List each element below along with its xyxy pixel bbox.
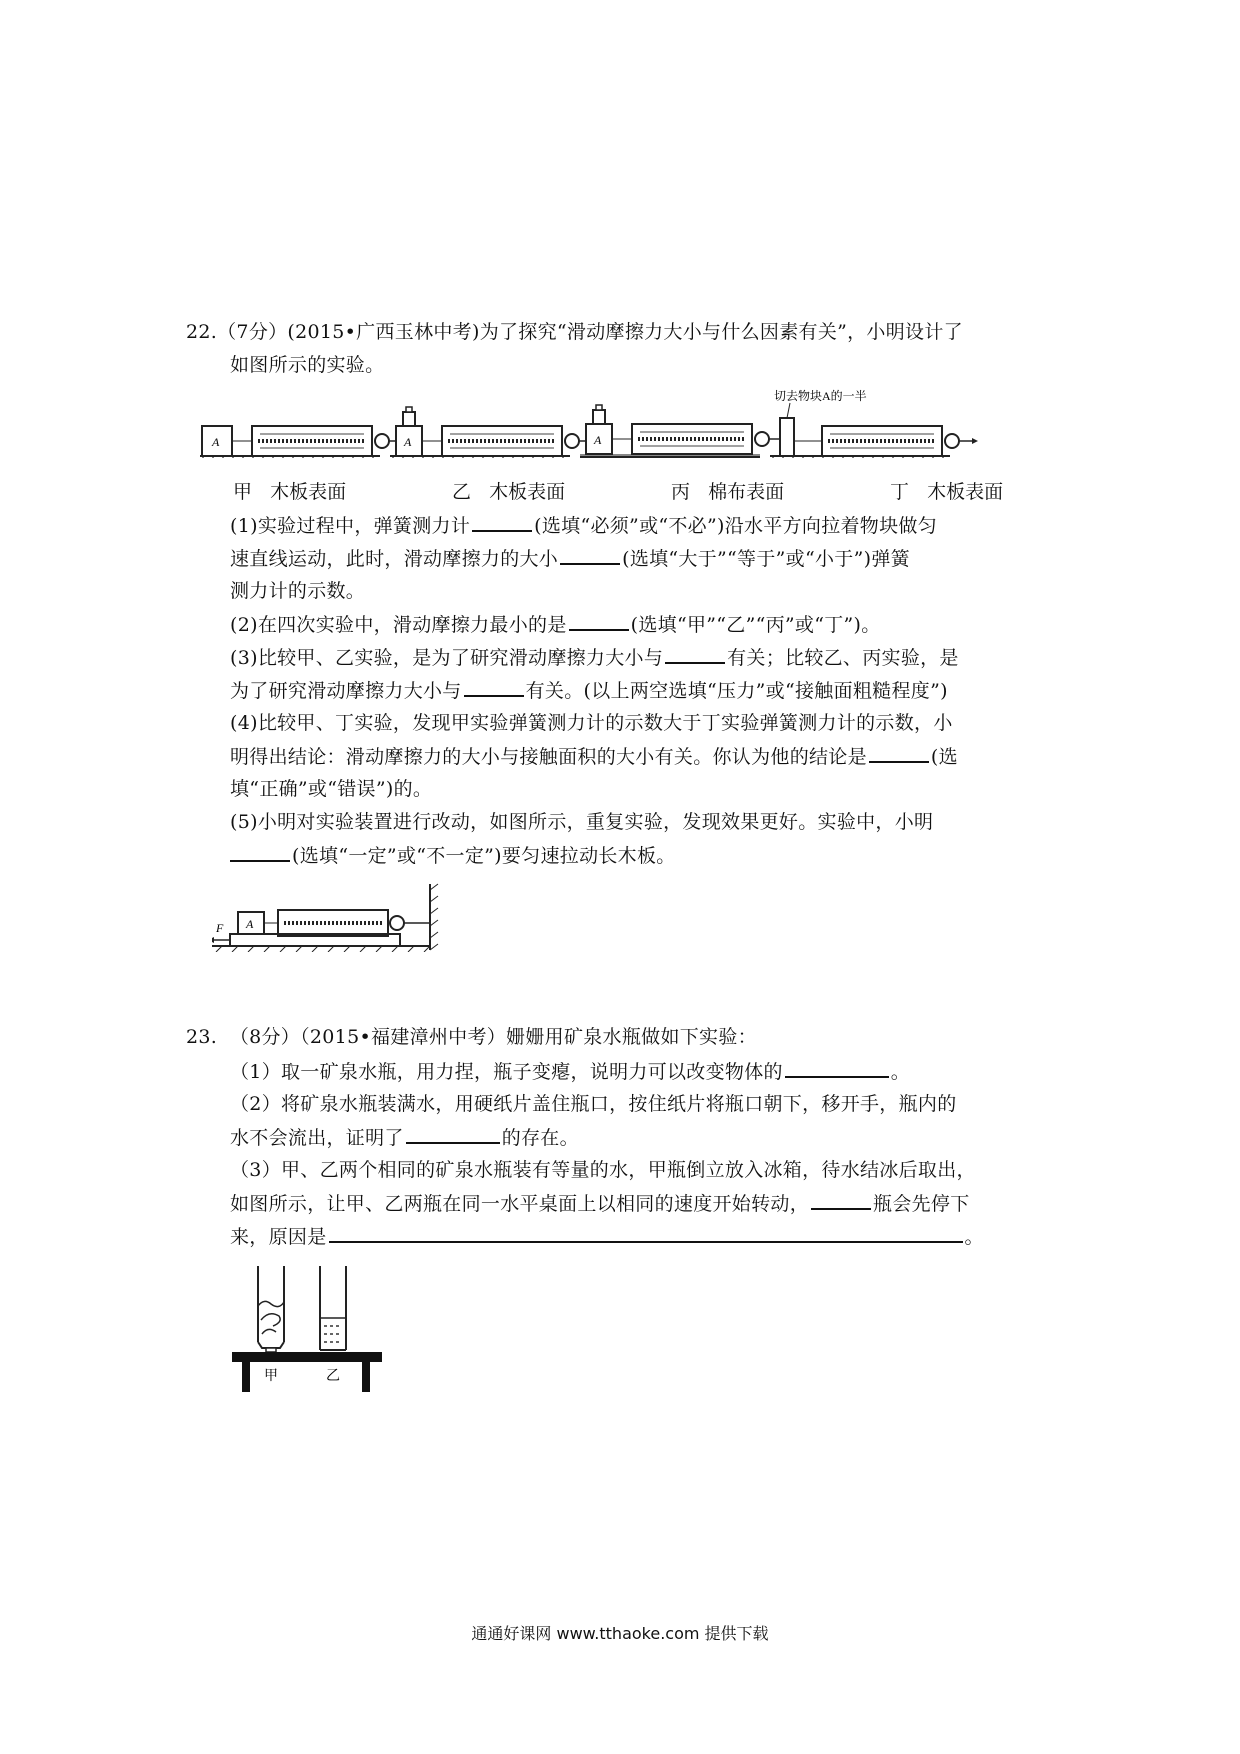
table-top <box>232 1352 382 1362</box>
q23-p2-line2 <box>230 1122 579 1153</box>
answer-blank[interactable] <box>785 1056 889 1078</box>
bottle-jia <box>258 1266 284 1352</box>
bottle-yi <box>320 1266 346 1350</box>
page-footer: 通通好课网 www.tthaoke.com 提供下载 <box>471 1624 769 1643</box>
caption-surface: 木板表面 <box>489 481 566 503</box>
answer-blank[interactable] <box>869 741 929 763</box>
table-leg <box>242 1362 250 1392</box>
answer-blank[interactable] <box>569 609 629 631</box>
q22-number: 22. <box>186 321 218 343</box>
q23-header <box>186 1022 757 1052</box>
q22-p1-line1 <box>230 510 937 541</box>
block-a-label: A <box>212 435 220 449</box>
caption-bing <box>671 477 784 504</box>
q23-header-text: （8分）（2015•福建漳州中考）姗姗用矿泉水瓶做如下实验： <box>229 1026 757 1048</box>
text: (选填“大于”“等于”或“小于”)弹簧 <box>622 548 910 570</box>
q22-p5-line2 <box>230 840 676 871</box>
answer-blank[interactable] <box>464 675 524 697</box>
q22-p1-line3: 测力计的示数。 <box>230 580 366 602</box>
q23-p1 <box>230 1056 910 1087</box>
text: 瓶会先停下 <box>873 1193 970 1215</box>
answer-blank[interactable] <box>406 1122 500 1144</box>
text: 。 <box>890 1061 911 1083</box>
q22-p1-line2 <box>230 543 910 574</box>
q23-p2-line1: （2）将矿泉水瓶装满水，用硬纸片盖住瓶口，按住纸片将瓶口朝下，移开手，瓶内的 <box>230 1093 957 1115</box>
text: 如图所示，让甲、乙两瓶在同一水平桌面上以相同的速度开始转动， <box>230 1193 810 1215</box>
q22-header-text: （7分）(2015•广西玉林中考)为了探究“滑动摩擦力大小与什么因素有关”，小明设计了 <box>217 321 963 343</box>
text: 有关。(以上两空选填“压力”或“接触面粗糙程度”) <box>525 680 948 702</box>
answer-blank[interactable] <box>472 510 532 532</box>
setup-ding <box>770 388 978 458</box>
caption-letter: 甲 <box>233 481 253 503</box>
q22-p2 <box>230 609 881 640</box>
text: (选填“甲”“乙”“丙”或“丁”)。 <box>630 614 881 636</box>
caption-letter: 丁 <box>890 481 910 503</box>
q22-header-cont: 如图所示的实验。 <box>230 354 385 376</box>
q22-p5-line1: (5)小明对实验装置进行改动，如图所示，重复实验，发现效果更好。实验中，小明 <box>230 811 934 833</box>
cut-annotation: 切去物块A的一半 <box>774 389 867 403</box>
caption-jia <box>233 477 346 504</box>
q23-bottle-figure <box>228 1262 388 1394</box>
setup-yi <box>390 407 598 458</box>
q22-p3-line2 <box>230 675 948 706</box>
block-a-label: A <box>246 917 254 931</box>
bottle-label-yi: 乙 <box>326 1369 340 1384</box>
text: 的存在。 <box>501 1127 579 1149</box>
text: 为了研究滑动摩擦力大小与 <box>230 680 462 702</box>
q23-p3-line2 <box>230 1188 970 1219</box>
text: (选填“一定”或“不一定”)要匀速拉动长木板。 <box>292 845 676 867</box>
answer-blank[interactable] <box>811 1188 871 1210</box>
caption-surface: 木板表面 <box>927 481 1004 503</box>
q22-p4-line1: (4)比较甲、丁实验，发现甲实验弹簧测力计的示数大于丁实验弹簧测力计的示数，小 <box>230 712 953 734</box>
caption-ding <box>890 477 1003 504</box>
q23-number: 23. <box>186 1026 218 1048</box>
force-label: F <box>216 921 224 935</box>
text: 水不会流出，证明了 <box>230 1127 404 1149</box>
bottle-label-jia: 甲 <box>264 1369 278 1384</box>
text: （1）取一矿泉水瓶，用力捏，瓶子变瘪，说明力可以改变物体的 <box>230 1061 783 1083</box>
setup-bing <box>580 405 788 458</box>
text: (选 <box>930 746 958 768</box>
caption-letter: 丙 <box>671 481 691 503</box>
setup-jia <box>200 426 408 458</box>
text: 有关；比较乙、丙实验，是 <box>727 647 959 669</box>
q22-header <box>186 317 963 347</box>
q22-p3-line1 <box>230 642 959 673</box>
q23-p3-line3 <box>230 1221 984 1252</box>
answer-blank[interactable] <box>665 642 725 664</box>
answer-blank[interactable] <box>329 1221 963 1243</box>
q23-p3-line1: （3）甲、乙两个相同的矿泉水瓶装有等量的水，甲瓶倒立放入冰箱，待水结冰后取出， <box>230 1159 976 1181</box>
q22-p4-line3: 填“正确”或“错误”)的。 <box>230 778 433 800</box>
caption-letter: 乙 <box>452 481 472 503</box>
caption-yi <box>452 477 565 504</box>
text: (1)实验过程中，弹簧测力计 <box>230 515 471 537</box>
text: (3)比较甲、乙实验，是为了研究滑动摩擦力大小与 <box>230 647 664 669</box>
q22-modified-figure <box>212 880 442 952</box>
text: (2)在四次实验中，滑动摩擦力最小的是 <box>230 614 567 636</box>
text: 来，原因是 <box>230 1226 327 1248</box>
caption-surface: 棉布表面 <box>708 481 785 503</box>
block-a-label: A <box>594 433 602 447</box>
text: (选填“必须”或“不必”)沿水平方向拉着物块做匀 <box>534 515 938 537</box>
table-leg <box>362 1362 370 1392</box>
text: 明得出结论：滑动摩擦力的大小与接触面积的大小有关。你认为他的结论是 <box>230 746 867 768</box>
text: 速直线运动，此时，滑动摩擦力的大小 <box>230 548 559 570</box>
answer-blank[interactable] <box>560 543 620 565</box>
answer-blank[interactable] <box>230 840 290 862</box>
text: 。 <box>964 1226 984 1248</box>
caption-surface: 木板表面 <box>270 481 347 503</box>
q22-figure <box>200 388 1070 458</box>
block-a-label: A <box>404 435 412 449</box>
q22-p4-line2 <box>230 741 958 772</box>
